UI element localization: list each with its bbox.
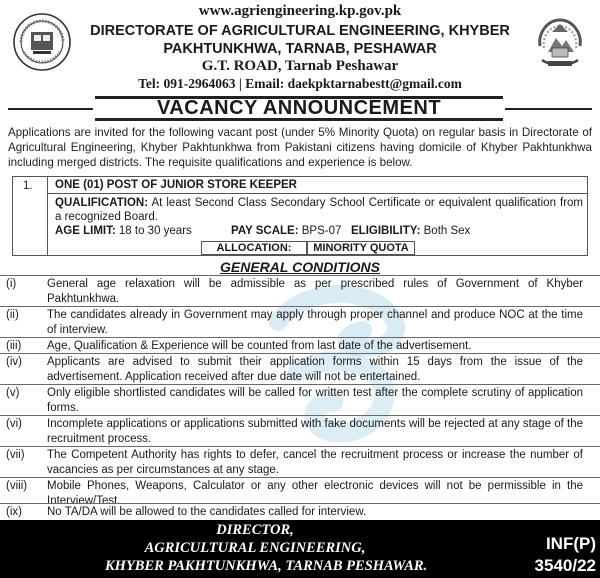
- qualification-value: At least Second Class Secondary School Certificate or equivalent qualification from a recognized Board.: [55, 197, 583, 223]
- condition-number: (iv): [6, 356, 22, 368]
- pay-scale-label: PAY SCALE:: [231, 225, 299, 237]
- eligibility-value: Both Sex: [423, 225, 471, 237]
- condition-text: Age, Qualification & Experience will be counted from last date of the advertisement.: [47, 340, 472, 352]
- condition-text: Incomplete applications or applications submitted with fake documents will be rejected at any stage of the recruitment process.: [47, 418, 583, 445]
- post-number: 1.: [23, 180, 33, 192]
- condition-number: (viii): [6, 480, 28, 492]
- organization-name: [80, 22, 520, 58]
- condition-text: General age relaxation will be admissible as per prescribed rules of Government of Khyber Pakhtunkhwa.: [47, 278, 583, 305]
- page-title: VACANCY ANNOUNCEMENT: [156, 97, 442, 119]
- allocation-label: ALLOCATION:: [201, 241, 307, 255]
- general-conditions-title: GENERAL CONDITIONS: [220, 259, 380, 275]
- letterhead: [0, 0, 600, 94]
- inf-reference-number: 3540/22: [534, 556, 596, 575]
- pay-scale: [231, 225, 341, 237]
- organization-line-1: DIRECTORATE OF AGRICULTURAL ENGINEERING, KHYBER: [90, 23, 510, 39]
- organization-line-2: PAKHTUNKHWA, TARNAB, PESHAWAR: [163, 41, 437, 57]
- condition-item: [0, 415, 600, 446]
- inf-reference: INF(P): [545, 534, 596, 553]
- signatory-department: AGRICULTURAL ENGINEERING,: [144, 540, 366, 556]
- qualification-label: QUALIFICATION:: [55, 197, 149, 209]
- condition-number: (ii): [6, 309, 19, 321]
- title-rule-right: [505, 108, 592, 110]
- eligibility-label: ELIGIBILITY:: [351, 225, 421, 237]
- condition-number: (vii): [6, 449, 25, 461]
- pay-scale-value: BPS-07: [301, 225, 342, 237]
- age-limit-value: 18 to 30 years: [118, 225, 192, 237]
- post-title-cell: [47, 177, 587, 194]
- department-seal-icon: [12, 12, 72, 72]
- eligibility: [351, 225, 470, 237]
- condition-item: [0, 306, 600, 337]
- condition-text: Mobile Phones, Weapons, Calculator or any other electronic devices will not be permissible in the Interview/Test.: [47, 480, 583, 507]
- condition-item: [0, 503, 600, 520]
- post-details-table: [12, 176, 588, 256]
- condition-text: Only eligible shortlisted candidates will be called for written test after the complete scrutiny of application forms.: [47, 387, 583, 414]
- post-title: ONE (01) POST OF JUNIOR STORE KEEPER: [55, 179, 297, 191]
- age-limit: [55, 225, 192, 237]
- condition-number: (i): [6, 278, 17, 290]
- condition-item: [0, 477, 600, 506]
- contact-line: Tel: 091-2964063 | Email: daekpktarnabestt@gmail.com: [138, 76, 462, 91]
- condition-number: (ix): [6, 506, 22, 518]
- condition-number: (iii): [6, 340, 22, 352]
- condition-text: The candidates already in Government may apply through proper channel and produce NOC at the time of interview.: [47, 309, 583, 336]
- signatory-title: DIRECTOR,: [216, 522, 294, 538]
- condition-item: [0, 384, 600, 415]
- condition-item: [0, 446, 600, 477]
- condition-text: The Competent Authority has rights to defer, cancel the recruitment process or increase the number of vacancies as per circumstances at any stage.: [47, 449, 583, 476]
- condition-number: (v): [6, 387, 20, 399]
- condition-text: Applicants are advised to submit their application forms within 15 days from the issue of the advertisement. Application received after due date will not be entertained.: [47, 356, 583, 383]
- address-line: G.T. ROAD, Tarnab Peshawar: [201, 58, 399, 74]
- condition-number: (vi): [6, 418, 22, 430]
- condition-text: No TA/DA will be allowed to the candidates called for interview.: [47, 506, 367, 518]
- signatory-location: KHYBER PAKHTUNKHWA, TARNAB PESHAWAR.: [105, 558, 428, 574]
- allocation-value: MINORITY QUOTA: [307, 241, 415, 255]
- age-limit-label: AGE LIMIT:: [55, 225, 116, 237]
- post-number-cell: [13, 177, 48, 255]
- website-url: www.agriengineering.kp.gov.pk: [198, 3, 402, 19]
- condition-item: [0, 275, 600, 306]
- qualification-text: [55, 196, 583, 224]
- title-rule-left: [8, 108, 93, 110]
- intro-paragraph: Applications are invited for the following vacant post (under 5% Minority Quota) on regular basis in Directorate of Agricultural Engineering, Khyber Pakhtunkhwa from Pakistani citizens having domicile of Khyber Pakhtunkhwa including merged districts. The requisite qualifications and experience is below.: [8, 126, 592, 169]
- post-terms-row: [55, 225, 583, 239]
- kp-government-emblem-icon: [530, 14, 590, 74]
- condition-item: [0, 353, 600, 384]
- title-banner: [95, 96, 503, 121]
- condition-item: [0, 337, 600, 353]
- signature-footer: [0, 520, 600, 578]
